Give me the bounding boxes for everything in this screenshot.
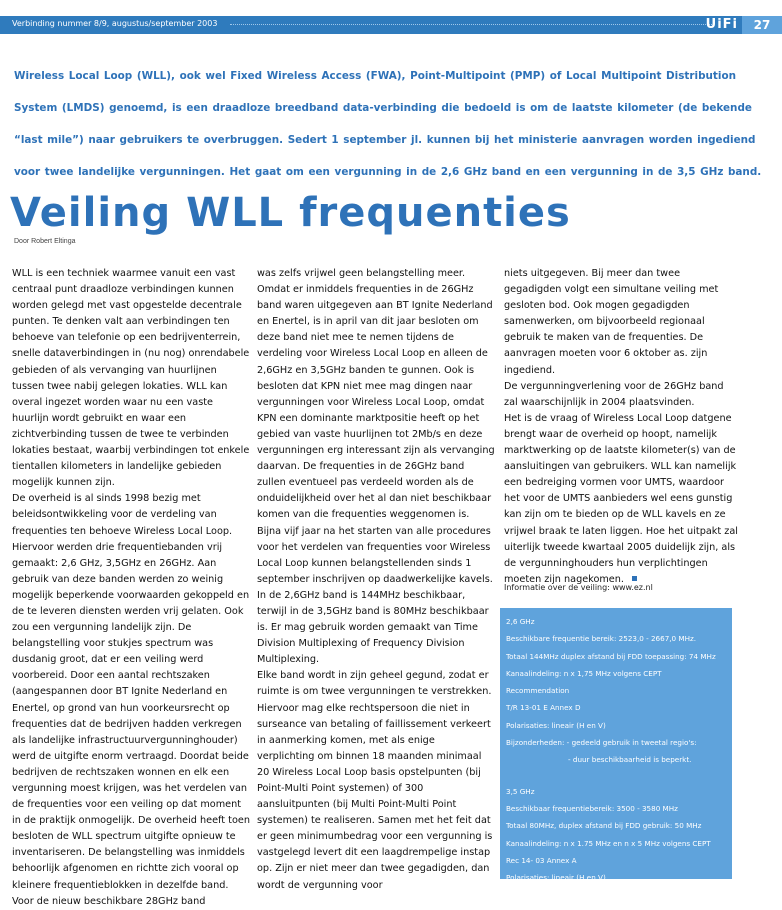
info-row: Bijzonderheden: - gedeeld gebruik in tweetal regio's: [506, 738, 697, 748]
article-title: Veiling WLL frequenties [10, 190, 571, 236]
info-row: Recommendation [506, 686, 570, 696]
body-paragraph-text: Het is de vraag of Wireless Local Loop datgene brengt waar de overheid op hoopt, namelijk marktwerking op de laatste kilometer(s) van de aansluitingen van gebruikers. WLL kan namelijk een bedreiging vormen voor UMTS, waardoor het voor de UMTS aanbieders wel eens gunstig kan zijn om te bieden op de WLL kavels en ze vrijwel braak te laten liggen. Hoe het uitpakt zal uiterlijk tweede kwartaal 2005 duidelijk zijn, als de vergunninghouders hun verplichtingen moeten zijn nagekomen. [504, 412, 738, 585]
page-number: 27 [742, 16, 782, 34]
info-row: Polarisaties: lineair (H en V) [506, 873, 606, 883]
byline: Door Robert Eltinga [14, 238, 76, 245]
body-paragraph: WLL is een techniek waarmee vanuit een vast centraal punt draadloze verbindingen kunnen worden gelegd met vast opgestelde decentrale punten. Te denken valt aan verbindingen ten behoeve van telefonie op een bedrijventerrein, snelle dataverbindingen in (nu nog) onrendabele gebieden of als vervanging van huurlijnen tussen twee nabij gelegen lokaties. WLL kan overal ingezet worden waar nu een vaste huurlijn wordt gebruikt en waar een zichtverbinding tussen de twee te verbinden lokaties bestaat, waarbij verbindingen tot enkele tientallen kilometers in landelijke gebieden mogelijk kunnen zijn. [12, 268, 250, 489]
info-row: Totaal 80MHz, duplex afstand bij FDD gebruik: 50 MHz [506, 821, 702, 831]
info-source-line: Informatie over de veiling: www.ez.nl [504, 583, 653, 592]
intro-paragraph: Wireless Local Loop (WLL), ook wel Fixed Wireless Access (FWA), Point-Multipoint (PMP) of Local Multipoint Distribution System (LMDS) genoemd, is een draadloze breedband data-verbinding die bedoeld is om de laatste kilometer (de bekende “last mile”) naar gebruikers te overbruggen. Sedert 1 september jl. kunnen bij het ministerie aanvragen worden ingediend voor twee landelijke vergunningen. Het gaat om een vergunning in de 2,6 GHz band en een vergunning in de 3,5 GHz band. [14, 70, 762, 178]
running-head: Verbinding nummer 8/9, augustus/september 2003 [12, 19, 218, 28]
info-row: - duur beschikbaarheid is beperkt. [568, 755, 692, 765]
info-row: Kanaalindeling: n x 1.75 MHz en n x 5 MHz volgens CEPT [506, 838, 711, 848]
magazine-logo: UiFi [705, 17, 738, 32]
body-paragraph: De vergunningverlening voor de 26GHz band zal waarschijnlijk in 2004 plaatsvinden. [504, 380, 724, 408]
running-header-bar [0, 16, 782, 34]
info-row: Totaal 144MHz duplex afstand bij FDD toepassing: 74 MHz [506, 651, 716, 661]
info-row: Beschikbare frequentie bereik: 2523,0 - 2667,0 MHz. [506, 634, 697, 644]
body-paragraph [504, 411, 740, 588]
body-paragraph: was zelfs vrijwel geen belangstelling meer. Omdat er inmiddels frequenties in de 26GHz band waren uitgegeven aan BT Ignite Nederland en Enertel, is in april van dit jaar besloten om deze band niet mee te nemen tijdens de verdeling voor Wireless Local Loop en alleen de 2,6GHz en 3,5GHz banden te gunnen. Ook is besloten dat KPN niet mee mag dingen naar vergunningen voor Wireless Local Loop, omdat KPN een dominante marktpositie heeft op het gebied van vaste huurlijnen tot 2Mb/s en deze vergunningen erg interessant zijn als vervanging daarvan. De frequenties in de 26GHz band zullen eventueel pas verdeeld worden als de onduidelijkheid over het al dan niet beschikbaar komen van die frequenties weggenomen is. [257, 268, 495, 521]
header-dotted-rule [230, 24, 712, 25]
band-heading: 3,5 GHz [506, 786, 535, 796]
info-row: Polarisaties: lineair (H en V) [506, 720, 606, 730]
body-column-2 [257, 266, 495, 894]
end-of-article-marker [632, 576, 637, 581]
body-paragraph: De overheid is al sinds 1998 bezig met beleidsontwikkeling voor de verdeling van frequenties ten behoeve Wireless Local Loop. Hiervoor werden drie frequentiebanden vrij gemaakt: 2,6 GHz, 3,5GHz en 26GHz. Aan gebruik van deze banden werden zo weinig mogelijk beperkende voorwaarden gekoppeld en de te leveren diensten werden vrij gelaten. Ook zou een vergunning landelijk zijn. De belangstelling voor stukjes spectrum was dusdanig groot, dat er een veiling werd voorbereid. Door een aantal rechtszaken (aangespannen door BT Ignite Nederland en Enertel, op grond van hun voorkeursrecht op frequenties dat de bedrijven hadden verkregen als landelijke infrastructuurvergunninghouder) werd de uitgifte enorm vertraagd. Doordat beide bedrijven de rechtszaken wonnen en elk een vergunning moest krijgen, was het verdelen van de frequenties voor een veiling op dat moment in de praktijk onmogelijk. De overheid heeft toen besloten de WLL spectrum uitgifte opnieuw te inventariseren. De belangstelling was inmiddels behoorlijk afgenomen en richtte zich vooral op kleinere frequentieblokken in dezelfde band. Voor de nieuw beschikbare 28GHz band [12, 493, 250, 907]
body-paragraph: Elke band wordt in zijn geheel gegund, zodat er ruimte is om twee vergunningen te verstrekken. Hiervoor mag elke rechtspersoon die niet in surseance van betaling of faillissement verkeert in aanmerking komen, met als enige verplichting om binnen 18 maanden minimaal 20 Wireless Local Loop basis opstelpunten (bij Point-Multi Point systemen) of 300 aansluitpunten (bij Multi Point-Multi Point systemen) te realiseren. Samen met het feit dat er geen minimumbedrag voor een vergunning is vastgelegd levert dit een laagdrempelige instap op. Zijn er niet meer dan twee gegadigden, dan wordt de vergunning voor [257, 670, 493, 891]
body-column-3 [504, 266, 740, 588]
info-row: Kanaalindeling: n x 1,75 MHz volgens CEPT [506, 668, 662, 678]
info-row: Beschikbaar frequentiebereik: 3500 - 3580 MHz [506, 803, 678, 813]
body-paragraph: niets uitgegeven. Bij meer dan twee gegadigden volgt een simultane veiling met gesloten bod. Ook mogen gegadigden samenwerken, om bijvoorbeeld regionaal gebruik te maken van de frequenties. De aanvragen moeten voor 6 oktober as. zijn ingediend. [504, 268, 719, 376]
frequency-info-box [500, 608, 732, 883]
info-row: Rec 14- 03 Annex A [506, 855, 577, 865]
body-column-1 [12, 266, 250, 910]
info-row: T/R 13-01 E Annex D [506, 703, 581, 713]
body-paragraph: Bijna vijf jaar na het starten van alle procedures voor het verdelen van frequenties voor Wireless Local Loop kunnen belangstellenden sinds 1 september inschrijven op daadwerkelijke kavels. In de 2,6GHz band is 144MHz beschikbaar, terwijl in de 3,5GHz band is 80MHz beschikbaar is. Er mag gebruik worden gemaakt van Time Division Multiplexing of Frequency Division Multiplexing. [257, 525, 493, 666]
band-heading: 2,6 GHz [506, 617, 535, 626]
